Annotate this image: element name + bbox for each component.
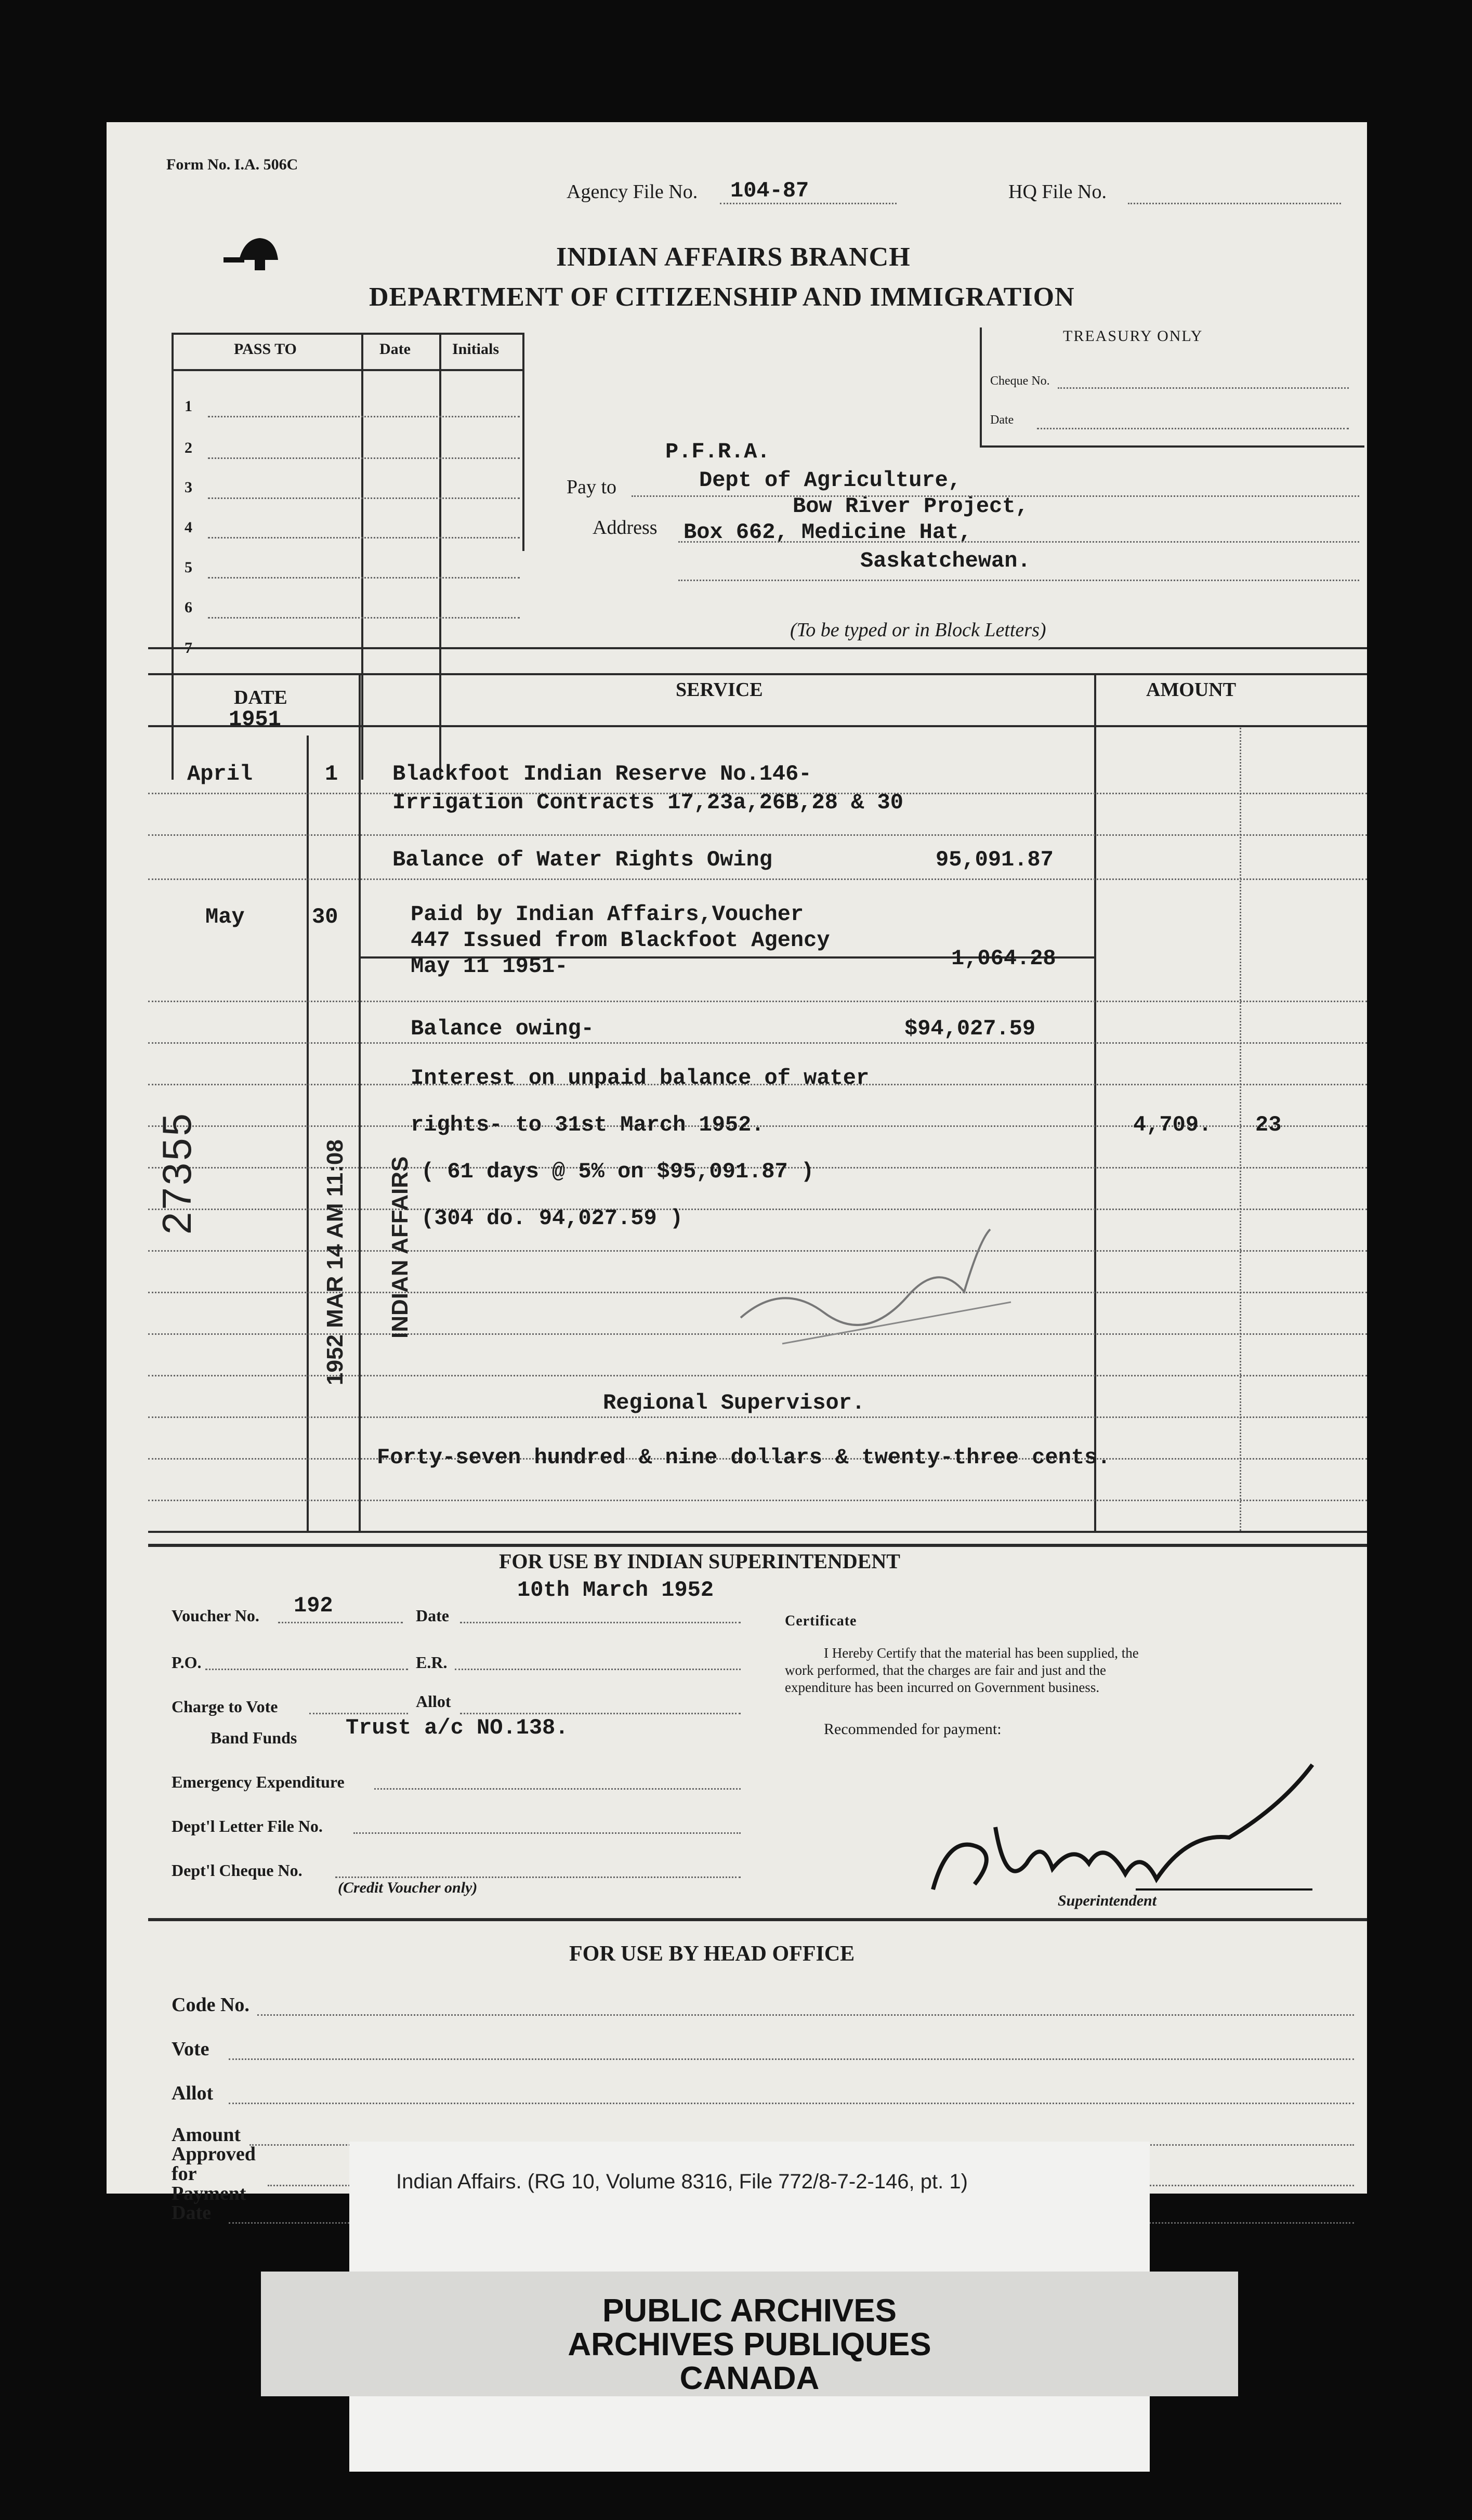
band-funds-label: Band Funds	[211, 1728, 297, 1747]
head-office-row-label: Approved for Payment	[172, 2143, 256, 2204]
band-funds-value: Trust a/c NO.138.	[346, 1715, 569, 1740]
service-column-header: SERVICE	[676, 679, 763, 701]
row-service: May 11 1951-	[411, 954, 568, 979]
head-office-title: FOR USE BY HEAD OFFICE	[569, 1942, 855, 1966]
row-service: rights- to 31st March 1952.	[411, 1112, 765, 1137]
pass-row-number: 2	[185, 439, 192, 456]
amount-column-header: AMOUNT	[1146, 679, 1237, 701]
received-date-stamp: 1952 MAR 14 AM 11:08	[322, 1139, 348, 1385]
total-cents: 23	[1255, 1112, 1282, 1137]
receipt-number-stamp: 27355	[154, 1111, 200, 1235]
archive-caption-card	[349, 2142, 1150, 2472]
row-service: Irrigation Contracts 17,23a,26B,28 & 30	[392, 790, 903, 815]
pass-row-number: 6	[185, 599, 192, 616]
row-service: Blackfoot Indian Reserve No.146-	[392, 762, 812, 786]
pass-row-number: 3	[185, 479, 192, 496]
row-service: 447 Issued from Blackfoot Agency	[411, 928, 830, 953]
row-month: April	[187, 762, 253, 786]
allot-label: Allot	[416, 1692, 451, 1711]
agency-file-line	[720, 203, 897, 204]
payee-line: P.F.R.A.	[665, 439, 770, 464]
pass-row-number: 4	[185, 519, 192, 536]
row-day: 30	[312, 904, 338, 929]
payee-line: Box 662, Medicine Hat,	[684, 520, 972, 545]
archive-line-country: CANADA	[679, 2360, 820, 2396]
amount-in-words: Forty-seven hundred & nine dollars & twenty-three cents.	[377, 1445, 1111, 1470]
payee-line: Bow River Project,	[793, 494, 1029, 519]
superintendent-title: FOR USE BY INDIAN SUPERINTENDENT	[499, 1550, 900, 1573]
head-office-row-label: Code No.	[172, 1994, 249, 2016]
archive-reference: Indian Affairs. (RG 10, Volume 8316, File 772/8-7-2-146, pt. 1)	[396, 2170, 968, 2193]
treasury-date-label: Date	[990, 413, 1014, 427]
head-office-row-label: Date	[172, 2202, 211, 2224]
row-service: Interest on unpaid balance of water	[411, 1066, 870, 1091]
date-column-header: DATE	[234, 687, 287, 708]
archive-line-french: ARCHIVES PUBLIQUES	[568, 2327, 931, 2362]
pass-to-date-header: Date	[379, 340, 411, 358]
date-value: 10th March 1952	[517, 1578, 714, 1603]
voucher-label: Voucher No.	[172, 1606, 259, 1625]
pass-row-number: 1	[185, 398, 192, 415]
treasury-title: TREASURY ONLY	[1063, 327, 1203, 345]
archive-line-english: PUBLIC ARCHIVES	[602, 2293, 897, 2329]
recommended-label: Recommended for payment:	[824, 1721, 1002, 1738]
cheque-label: Dept'l Cheque No.	[172, 1861, 303, 1880]
certificate-text: work performed, that the charges are fair and just and the	[785, 1662, 1107, 1678]
branch-title: INDIAN AFFAIRS BRANCH	[556, 242, 911, 272]
emergency-label: Emergency Expenditure	[172, 1773, 345, 1791]
agency-file-label: Agency File No.	[567, 181, 698, 203]
block-letters-note: (To be typed or in Block Letters)	[790, 619, 1046, 641]
payee-line: Dept of Agriculture,	[699, 468, 962, 493]
hq-file-label: HQ File No.	[1008, 181, 1107, 203]
row-service: (304 do. 94,027.59 )	[421, 1206, 684, 1231]
indian-affairs-stamp: INDIAN AFFAIRS	[387, 1156, 413, 1338]
pass-row-number: 5	[185, 559, 192, 576]
er-label: E.R.	[416, 1653, 448, 1672]
row-service: Paid by Indian Affairs,Voucher	[411, 902, 804, 927]
faint-signature-mark	[720, 1219, 1032, 1375]
ink-blot-mark	[224, 229, 291, 275]
head-office-row-label: Vote	[172, 2038, 209, 2060]
row-amount: $94,027.59	[904, 1016, 1036, 1041]
row-service: Balance of Water Rights Owing	[392, 847, 772, 872]
hq-file-line	[1128, 203, 1341, 204]
address-label: Address	[593, 517, 658, 539]
total-dollars: 4,709.	[1133, 1112, 1212, 1137]
head-office-row-label: Allot	[172, 2082, 214, 2104]
po-label: P.O.	[172, 1653, 202, 1672]
voucher-form	[107, 122, 1367, 2224]
regional-supervisor: Regional Supervisor.	[603, 1390, 865, 1415]
agency-file-value: 104-87	[730, 178, 809, 203]
row-day: 1	[325, 762, 338, 786]
service-year: 1951	[229, 707, 281, 732]
treasury-cheque-label: Cheque No.	[990, 374, 1050, 388]
credit-voucher-note: (Credit Voucher only)	[338, 1879, 478, 1896]
row-service: ( 61 days @ 5% on $95,091.87 )	[421, 1159, 814, 1184]
row-month: May	[205, 904, 245, 929]
department-title: DEPARTMENT OF CITIZENSHIP AND IMMIGRATION	[369, 282, 1075, 312]
certificate-text: I Hereby Certify that the material has been supplied, the	[824, 1645, 1139, 1661]
form-number: Form No. I.A. 506C	[166, 156, 298, 173]
certificate-title: Certificate	[785, 1613, 857, 1629]
pass-row-number: 7	[185, 639, 192, 657]
row-service: Balance owing-	[411, 1016, 594, 1041]
row-amount: 95,091.87	[936, 847, 1054, 872]
voucher-value: 192	[294, 1593, 333, 1618]
charge-to-vote-label: Charge to Vote	[172, 1697, 278, 1716]
letter-file-label: Dept'l Letter File No.	[172, 1817, 323, 1835]
date-label: Date	[416, 1606, 449, 1625]
payee-line: Saskatchewan.	[860, 548, 1031, 573]
row-amount: 1,064.28	[951, 946, 1056, 971]
pass-to-initials-header: Initials	[452, 340, 500, 358]
superintendent-label: Superintendent	[1058, 1892, 1157, 1909]
head-office-row-label: Amount	[172, 2124, 241, 2146]
pay-to-label: Pay to	[567, 476, 617, 498]
certificate-text: expenditure has been incurred on Government business.	[785, 1679, 1100, 1695]
pass-to-header: PASS TO	[234, 340, 297, 358]
